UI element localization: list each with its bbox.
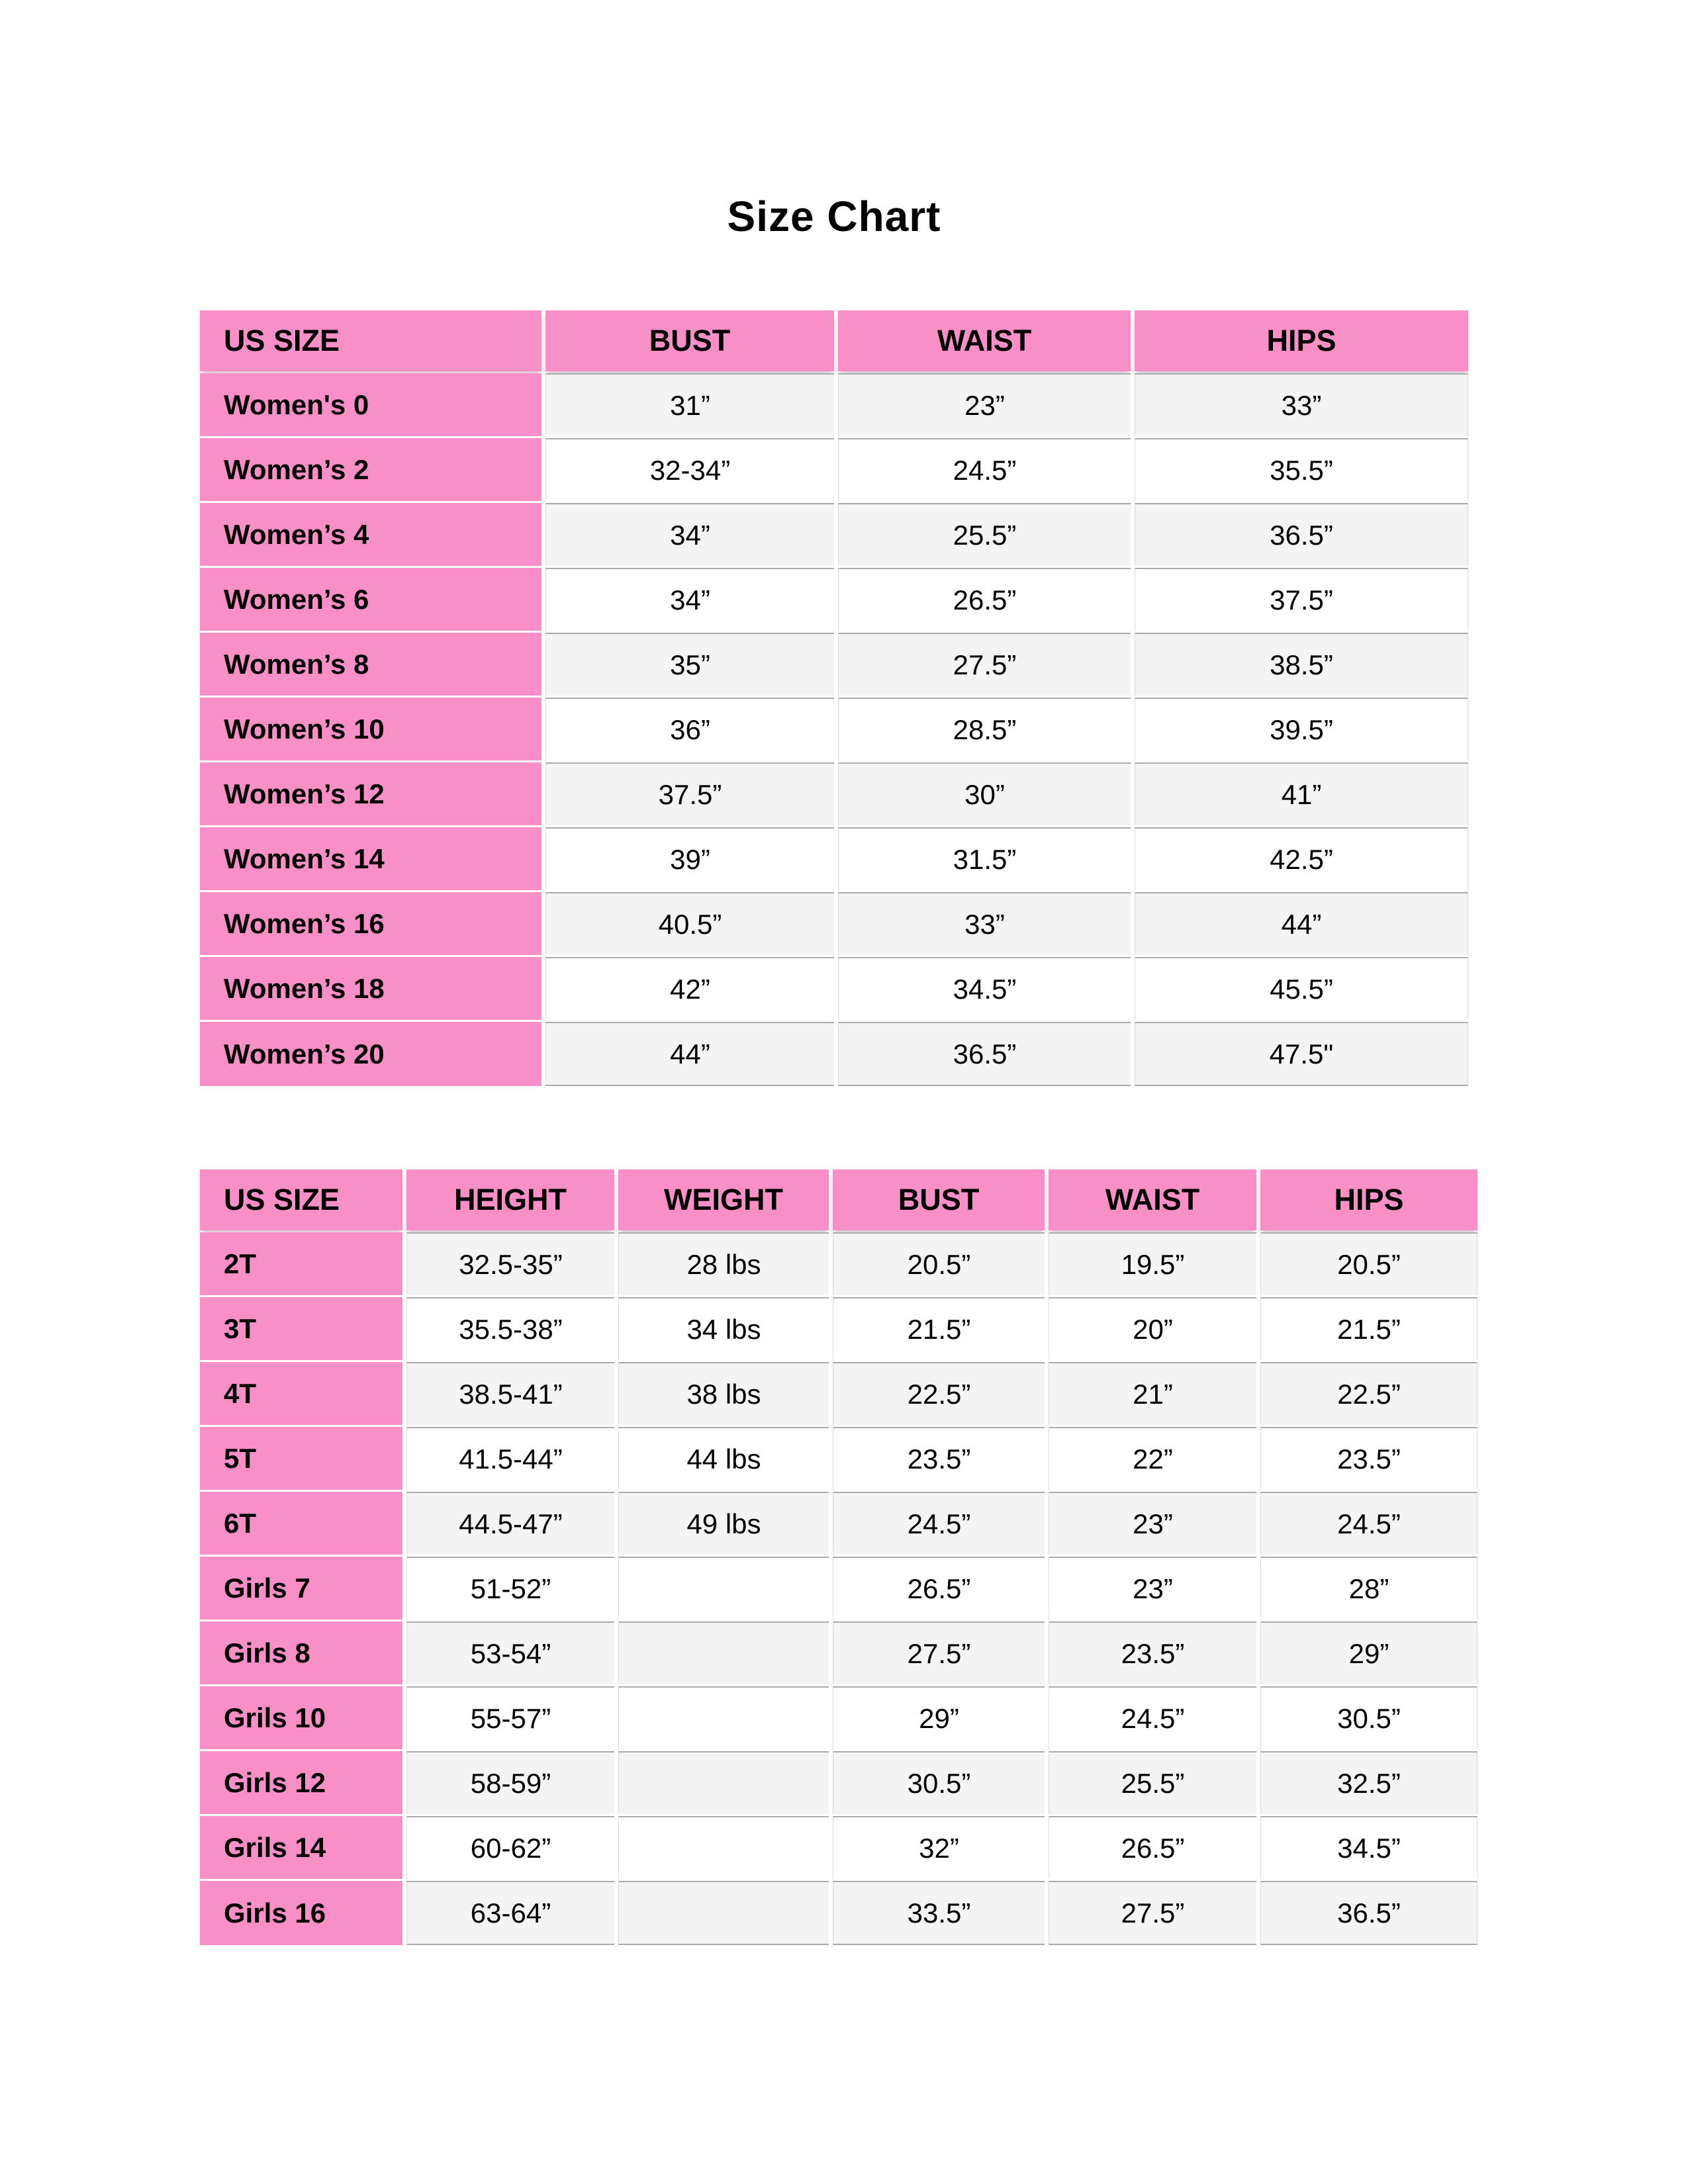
waist-value: 31.5”: [838, 827, 1131, 890]
hips-value: 38.5”: [1135, 633, 1468, 696]
hips-value: 45.5”: [1135, 957, 1468, 1020]
table-row: [200, 1881, 1477, 1945]
waist-value: 27.5”: [838, 633, 1131, 696]
waist-value: 27.5”: [1049, 1881, 1256, 1945]
table-row: [200, 1232, 1477, 1295]
size-label: Women’s 20: [200, 1022, 541, 1086]
bust-value: 29”: [833, 1686, 1045, 1749]
girls-header-waist: WAIST: [1049, 1169, 1256, 1230]
waist-value: 24.5”: [838, 438, 1131, 501]
bust-value: 27.5”: [833, 1621, 1045, 1684]
bust-value: 26.5”: [833, 1557, 1045, 1619]
weight-value: [618, 1621, 829, 1684]
table-row: [200, 762, 1468, 825]
hips-value: 24.5”: [1260, 1492, 1477, 1555]
bust-value: 42”: [545, 957, 834, 1020]
table-row: [200, 1022, 1468, 1086]
height-value: 32.5-35”: [406, 1232, 614, 1295]
women-header-us-size: US SIZE: [200, 310, 541, 371]
size-label: Women’s 16: [200, 892, 541, 955]
hips-value: 39.5”: [1135, 698, 1468, 760]
hips-value: 37.5”: [1135, 568, 1468, 631]
height-value: 38.5-41”: [406, 1362, 614, 1425]
waist-value: 20”: [1049, 1297, 1256, 1360]
waist-value: 34.5”: [838, 957, 1131, 1020]
bust-value: 21.5”: [833, 1297, 1045, 1360]
girls-header-hips: HIPS: [1260, 1169, 1477, 1230]
table-row: [200, 827, 1468, 890]
size-label: Girls 8: [200, 1621, 402, 1684]
height-value: 60-62”: [406, 1816, 614, 1879]
height-value: 55-57”: [406, 1686, 614, 1749]
table-row: [200, 892, 1468, 955]
size-label: Grils 10: [200, 1686, 402, 1749]
bust-value: 44”: [545, 1022, 834, 1086]
bust-value: 36”: [545, 698, 834, 760]
hips-value: 29”: [1260, 1621, 1477, 1684]
height-value: 58-59”: [406, 1751, 614, 1814]
weight-value: 34 lbs: [618, 1297, 829, 1360]
waist-value: 26.5”: [838, 568, 1131, 631]
weight-value: [618, 1816, 829, 1879]
bust-value: 37.5”: [545, 762, 834, 825]
size-label: 2T: [200, 1232, 402, 1295]
table-row: [200, 1686, 1477, 1749]
size-label: Women’s 6: [200, 568, 541, 631]
hips-value: 20.5”: [1260, 1232, 1477, 1295]
waist-value: 25.5”: [838, 503, 1131, 566]
table-row: [200, 1751, 1477, 1814]
size-label: Women’s 4: [200, 503, 541, 566]
girls-header-bust: BUST: [833, 1169, 1045, 1230]
hips-value: 21.5”: [1260, 1297, 1477, 1360]
weight-value: [618, 1751, 829, 1814]
page-title: Size Chart: [727, 193, 941, 240]
weight-value: 49 lbs: [618, 1492, 829, 1555]
size-label: 5T: [200, 1427, 402, 1490]
size-label: Girls 7: [200, 1557, 402, 1619]
women-header-bust: BUST: [545, 310, 834, 371]
bust-value: 24.5”: [833, 1492, 1045, 1555]
size-label: Women’s 14: [200, 827, 541, 890]
weight-value: 28 lbs: [618, 1232, 829, 1295]
women-table-header-row: [200, 310, 1468, 371]
bust-value: 32-34”: [545, 438, 834, 501]
size-label: Girls 12: [200, 1751, 402, 1814]
hips-value: 42.5”: [1135, 827, 1468, 890]
table-row: [200, 957, 1468, 1020]
size-label: Grils 14: [200, 1816, 402, 1879]
hips-value: 44”: [1135, 892, 1468, 955]
size-label: Women’s 2: [200, 438, 541, 501]
table-row: [200, 1492, 1477, 1555]
weight-value: 44 lbs: [618, 1427, 829, 1490]
bust-value: 35”: [545, 633, 834, 696]
hips-value: 23.5”: [1260, 1427, 1477, 1490]
waist-value: 25.5”: [1049, 1751, 1256, 1814]
size-label: Girls 16: [200, 1881, 402, 1945]
women-size-table: [196, 308, 1472, 1088]
weight-value: 38 lbs: [618, 1362, 829, 1425]
table-row: [200, 1816, 1477, 1879]
table-row: [200, 698, 1468, 760]
waist-value: 28.5”: [838, 698, 1131, 760]
hips-value: 33”: [1135, 373, 1468, 436]
table-row: [200, 1621, 1477, 1684]
size-label: Women’s 8: [200, 633, 541, 696]
height-value: 51-52”: [406, 1557, 614, 1619]
bust-value: 31”: [545, 373, 834, 436]
waist-value: 19.5”: [1049, 1232, 1256, 1295]
girls-header-weight: WEIGHT: [618, 1169, 829, 1230]
table-row: [200, 1297, 1477, 1360]
hips-value: 28”: [1260, 1557, 1477, 1619]
size-label: Women’s 18: [200, 957, 541, 1020]
waist-value: 23”: [1049, 1557, 1256, 1619]
hips-value: 32.5”: [1260, 1751, 1477, 1814]
hips-value: 35.5”: [1135, 438, 1468, 501]
table-row: [200, 1362, 1477, 1425]
bust-value: 20.5”: [833, 1232, 1045, 1295]
table-row: [200, 373, 1468, 436]
hips-value: 30.5”: [1260, 1686, 1477, 1749]
height-value: 44.5-47”: [406, 1492, 614, 1555]
table-row: [200, 1557, 1477, 1619]
bust-value: 34”: [545, 568, 834, 631]
waist-value: 30”: [838, 762, 1131, 825]
women-header-hips: HIPS: [1135, 310, 1468, 371]
weight-value: [618, 1557, 829, 1619]
waist-value: 26.5”: [1049, 1816, 1256, 1879]
hips-value: 36.5”: [1135, 503, 1468, 566]
size-label: 4T: [200, 1362, 402, 1425]
bust-value: 39”: [545, 827, 834, 890]
bust-value: 34”: [545, 503, 834, 566]
waist-value: 36.5”: [838, 1022, 1131, 1086]
bust-value: 30.5”: [833, 1751, 1045, 1814]
waist-value: 23.5”: [1049, 1621, 1256, 1684]
bust-value: 33.5”: [833, 1881, 1045, 1945]
table-row: [200, 633, 1468, 696]
waist-value: 23”: [1049, 1492, 1256, 1555]
bust-value: 22.5”: [833, 1362, 1045, 1425]
waist-value: 33”: [838, 892, 1131, 955]
table-row: [200, 568, 1468, 631]
size-label: Women’s 12: [200, 762, 541, 825]
height-value: 63-64”: [406, 1881, 614, 1945]
hips-value: 34.5”: [1260, 1816, 1477, 1879]
size-label: Women's 0: [200, 373, 541, 436]
bust-value: 40.5”: [545, 892, 834, 955]
height-value: 35.5-38”: [406, 1297, 614, 1360]
waist-value: 22”: [1049, 1427, 1256, 1490]
hips-value: 36.5”: [1260, 1881, 1477, 1945]
table-row: [200, 1427, 1477, 1490]
weight-value: [618, 1881, 829, 1945]
table-row: [200, 503, 1468, 566]
height-value: 53-54”: [406, 1621, 614, 1684]
size-label: 3T: [200, 1297, 402, 1360]
size-label: 6T: [200, 1492, 402, 1555]
women-header-waist: WAIST: [838, 310, 1131, 371]
waist-value: 23”: [838, 373, 1131, 436]
hips-value: 41”: [1135, 762, 1468, 825]
bust-value: 23.5”: [833, 1427, 1045, 1490]
size-label: Women’s 10: [200, 698, 541, 760]
bust-value: 32”: [833, 1816, 1045, 1879]
girls-table-header-row: [200, 1169, 1477, 1230]
waist-value: 21”: [1049, 1362, 1256, 1425]
girls-header-height: HEIGHT: [406, 1169, 614, 1230]
weight-value: [618, 1686, 829, 1749]
hips-value: 47.5": [1135, 1022, 1468, 1086]
girls-size-table: [196, 1167, 1481, 1947]
waist-value: 24.5”: [1049, 1686, 1256, 1749]
girls-header-us-size: US SIZE: [200, 1169, 402, 1230]
hips-value: 22.5”: [1260, 1362, 1477, 1425]
table-row: [200, 438, 1468, 501]
height-value: 41.5-44”: [406, 1427, 614, 1490]
